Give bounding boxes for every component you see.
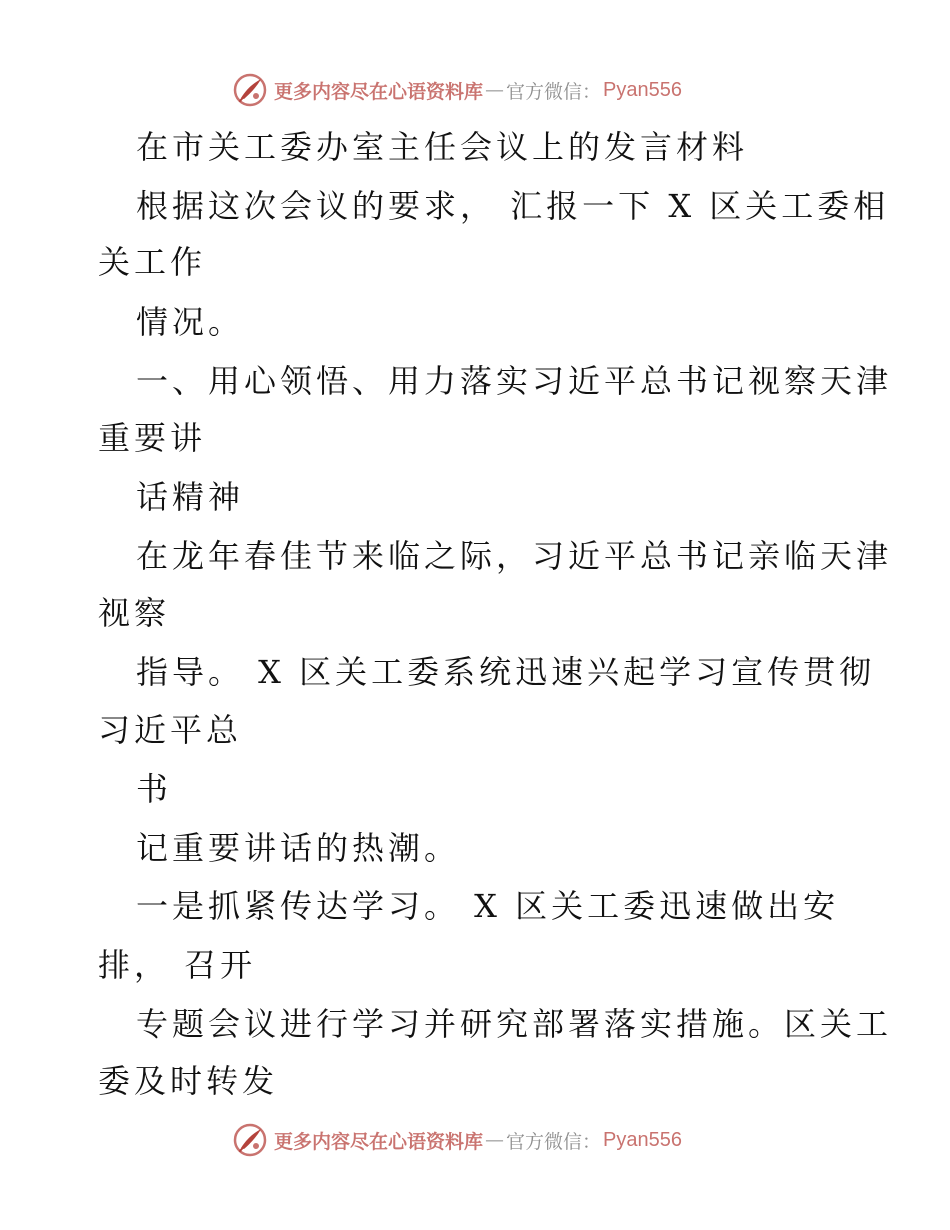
banner-wechat-label: 官方微信：: [506, 1130, 602, 1153]
banner-wechat-id: Pyan556: [603, 78, 682, 101]
footer-watermark-banner: [232, 1120, 752, 1160]
banner-text: 更多内容尽在心语资料库: [274, 1130, 484, 1153]
paragraph-line: 指导。 X 区关工委系统迅速兴起学习宣传贯彻: [136, 653, 876, 691]
section-heading: 重要讲: [98, 419, 207, 457]
paragraph-line: 根据这次会议的要求， 汇报一下 X 区关工委相: [136, 187, 890, 225]
section-heading: 话精神: [136, 478, 245, 516]
quill-logo-icon: [232, 72, 268, 108]
paragraph-line: 排， 召开: [98, 946, 257, 984]
banner-wechat-id: Pyan556: [603, 1128, 682, 1151]
header-watermark-banner: [232, 70, 752, 110]
paragraph-line: 习近平总: [98, 711, 243, 749]
paragraph-line: 视察: [98, 594, 171, 632]
paragraph-line: 书: [136, 770, 173, 808]
banner-separator: —: [485, 1129, 505, 1151]
paragraph-line: 关工作: [98, 243, 207, 281]
document-title: 在市关工委办室主任会议上的发言材料: [136, 128, 749, 166]
paragraph-line: 专题会议进行学习并研究部署落实措施。区关工: [136, 1005, 893, 1043]
banner-wechat-label: 官方微信：: [506, 80, 602, 103]
paragraph-line: 在龙年春佳节来临之际，习近平总书记亲临天津: [136, 537, 893, 575]
paragraph-line: 委及时转发: [98, 1062, 279, 1100]
paragraph-line: 情况。: [136, 303, 245, 341]
quill-logo-icon: [232, 1122, 268, 1158]
banner-text: 更多内容尽在心语资料库: [274, 80, 484, 103]
paragraph-line: 一是抓紧传达学习。 X 区关工委迅速做出安: [136, 887, 840, 925]
banner-separator: —: [485, 79, 505, 101]
section-heading: 一、用心领悟、用力落实习近平总书记视察天津: [136, 362, 893, 400]
paragraph-line: 记重要讲话的热潮。: [136, 829, 461, 867]
